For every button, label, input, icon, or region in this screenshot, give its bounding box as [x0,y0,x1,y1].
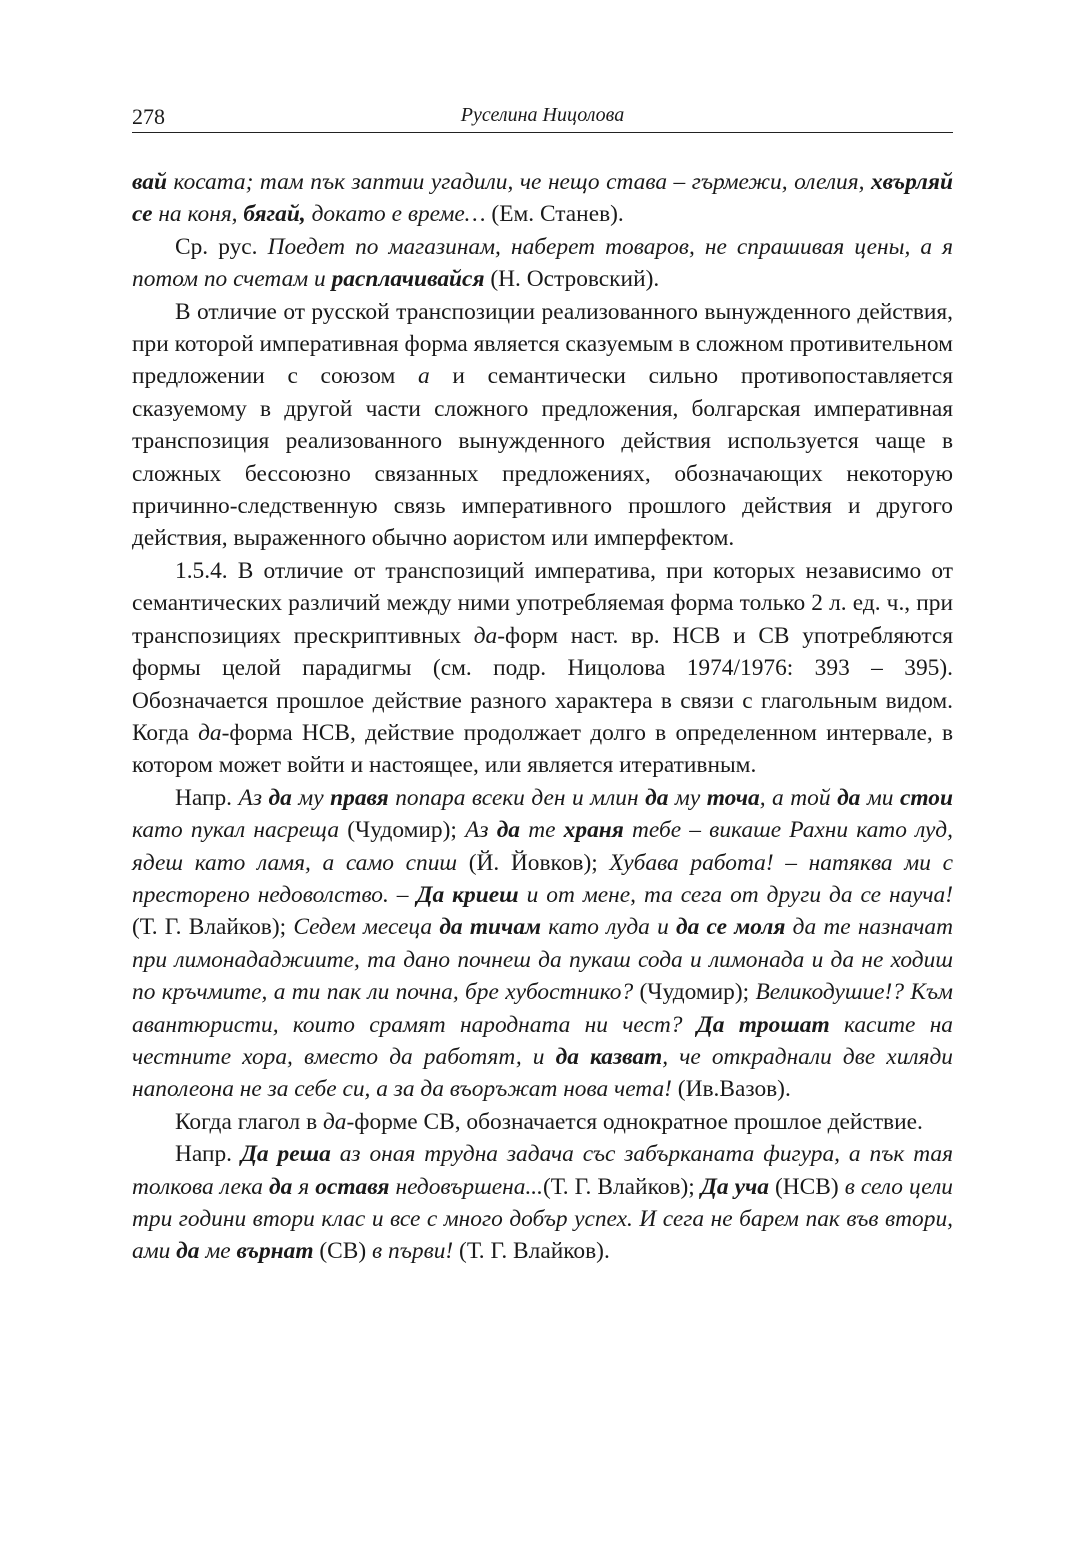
text-run: Напр. [175,784,239,811]
paragraph [132,782,953,1106]
text-run: (Й. Йовков); [457,849,610,876]
paragraph [132,555,953,782]
text-run: я [292,1173,316,1200]
text-run: те [520,817,564,844]
text-run: , че откраднали две хиляди наполеона не за себе си, а за да въоръжат нова чета! [132,1043,953,1103]
text-run: -форм наст. вр. НСВ и СВ употребляются формы целой парадигмы (см. подр. Ницолова 1974/1976: 393 – 395). Обозначается прошлое действие разного характера в связи с глагольным видом. Когда [132,622,953,746]
text-run: Да трошат [696,1011,830,1038]
text-run: стои [900,784,953,811]
paragraph [132,166,953,231]
text-run: да [268,784,292,811]
text-run: , а той [759,784,838,811]
text-run: (СВ) [313,1238,373,1265]
text-run: като луда и [541,914,676,941]
paragraph [132,231,953,296]
text-run: Хубава работа! – натяква ми с престорено недоволство. – [132,849,953,908]
text-run: и от мене, та сега от други да се науча! [518,881,954,908]
text-run: Ср. рус. [175,233,268,260]
text-run: -форма НСВ, действие продолжает долго в определенном интервале, в котором может войти и настоящее, или является итеративным. [132,719,953,779]
text-run: да [268,1173,293,1200]
text-run: оставя [315,1173,390,1200]
text-run: хвърляй се [132,169,953,228]
paragraph [132,1138,953,1268]
text-run: и семантически сильно противопоставляется сказуемому в другой части сложного предложения, болгарская императивная транспозиция реализованного вынужденного действия используется чаще в сложных бессоюзно связанных предложениях, обозначающих некоторую причинно-следственную связь императивного прошлого действия и другого действия, выраженного обычно аористом или имперфектом. [132,363,954,552]
text-run: в първи! [372,1238,454,1265]
text-run: (Ем. Станев). [485,201,624,228]
text-run: недовършена... [389,1173,543,1200]
text-run: Да уча [700,1173,769,1200]
text-run: да тичам [439,914,542,941]
text-run: да те назначат при лимонададжиите, та дано почнеш да пукаш сода и лимонада и да не ходиш по кръчмите, а ти пак ли почна, бре хубостнико? [132,914,954,1006]
page-number: 278 [132,104,165,129]
text-run: касите на честните хора, вместо да работят, и [132,1011,954,1070]
text-run: Седем месеца [293,914,440,941]
text-run: ми [860,784,901,811]
text-run: (Т. Г. Влайков); [132,914,294,941]
text-run: Аз [238,784,269,811]
text-run: да [198,719,222,746]
text-run: да се моля [676,914,786,941]
text-run: расплачивайся [331,266,485,293]
text-run: като пукал насреща [132,817,340,844]
text-run: аз оная трудна задача със забърканата фигура, а пък тая толкова лека [132,1141,953,1200]
page-header [132,100,953,133]
text-run: косата; там пък заптии угадили, че нещо става – гърмежи, олелия, [167,169,871,195]
text-run: (Т. Г. Влайков). [453,1238,610,1265]
text-run: Великодушие!? Към авантюристи, които срамят народната ни чест? [132,979,953,1038]
text-run: ме [199,1238,237,1265]
text-run: (НСВ) [768,1173,845,1200]
text-run: му [291,784,331,811]
text-run: в село цели три години втори клас и все с много добър успех. И сега не барем пак във втори, ами [132,1173,954,1265]
text-run: (Чудомир); [633,979,756,1006]
text-run: (Чудомир); [339,817,466,844]
paragraph [132,296,953,555]
text-run: (Т. Г. Влайков); [542,1173,701,1200]
text-run: храня [563,817,624,844]
running-title: Руселина Ницолова [460,104,625,126]
text-run: Да криеш [416,881,519,908]
text-run: върнат [236,1238,314,1265]
text-run: Напр. [175,1141,241,1168]
text-run: правя [330,784,389,811]
text-run: Аз [465,817,497,844]
text-run: да [176,1238,200,1265]
text-run: да [322,1108,347,1135]
text-run: му [668,784,707,811]
text-run: Поедет по магазинам, наберет товаров, не спрашивая цены, а я потом по счетам и [132,233,953,293]
paragraph [132,1106,953,1138]
text-run: да казват [555,1043,663,1070]
text-run: а [417,363,430,390]
text-run: Да реша [240,1141,331,1168]
text-run: да [837,784,861,811]
text-run: В отличие от русской транспозиции реализованного вынужденного действия, при которой императивная форма является сказуемым в сложном противительном предложении с союзом [132,298,953,390]
text-run: да [645,784,669,811]
text-run: бягай, [243,201,306,228]
text-run: точа [706,784,760,811]
text-run: да [473,622,498,649]
body-text [132,166,953,1268]
text-run: (Н. Островский). [484,266,660,293]
text-run: на коня, [152,201,244,228]
text-run: попара всеки ден и млин [388,784,646,811]
text-run: (Ив.Вазов). [671,1076,791,1103]
text-run: вай [132,169,167,195]
text-run: докато е време… [305,201,486,228]
text-run: тебе – викаше Рахни като луд, ядеш като ламя, а само спиш [132,817,953,876]
text-run: Когда глагол в [175,1108,323,1135]
text-run: 1.5.4. В отличие от транспозиций императива, при которых независимо от семантических различий между ними употребляемая форма только 2 л. ед. ч., при транспозициях прескриптивных [132,557,953,649]
text-run: -форме СВ, обозначается однократное прошлое действие. [346,1108,923,1135]
text-run: да [496,817,521,844]
